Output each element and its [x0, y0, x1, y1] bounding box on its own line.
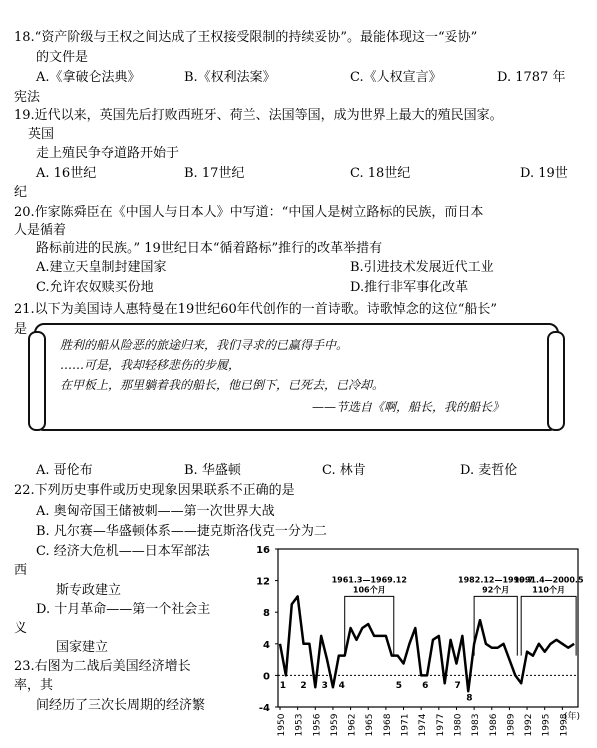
boom-period-label: 1961.3—1969.12 [331, 575, 407, 585]
q21-option-a[interactable]: A. 哥伦布 [36, 463, 93, 478]
q20-stem-line3: 路标前进的民族。” 19世纪日本“循着路标”推行的改革举措有 [36, 241, 383, 256]
poem-line-1: 胜利的船从险恶的旅途归来，我们寻求的已赢得手中。 [60, 338, 349, 352]
x-tick-label: 1974 [418, 713, 429, 737]
growth-rate-line [280, 596, 574, 691]
q22-option-c-cont2: 斯专政建立 [56, 583, 122, 598]
x-tick-label: 1968 [382, 713, 393, 737]
y-tick-label: 8 [263, 608, 270, 620]
y-tick-label: 0 [263, 671, 270, 683]
x-tick-label: 1995 [541, 713, 552, 737]
q18-stem-line1: 18.“资产阶级与王权之间达成了王权接受限制的持续妥协”。最能体现这一“妥协” [14, 30, 478, 45]
y-tick-label: 4 [263, 639, 270, 651]
q18-option-b[interactable]: B.《权利法案》 [184, 70, 276, 85]
q19-option-b[interactable]: B. 17世纪 [184, 166, 245, 181]
q20-option-b[interactable]: B.引进技术发展近代工业 [350, 260, 494, 275]
q21-stem-line1: 21.以下为美国诗人惠特曼在19世纪60年代创作的一首诗歌。诗歌悼念的这位“船长” [14, 302, 498, 317]
boom-period-label: 1982.12—1990.7 [458, 575, 534, 585]
q20-option-a[interactable]: A.建立天皇制封建国家 [36, 260, 167, 275]
x-tick-label: 1989 [506, 713, 517, 737]
poem-source: ——节选自《啊，船长，我的船长》 [312, 400, 505, 414]
q21-option-d[interactable]: D. 麦哲伦 [460, 463, 518, 478]
poem-line-3: 在甲板上，那里躺着我的船长，他已倒下，已死去，已冷却。 [60, 378, 385, 392]
q22-option-a[interactable]: A. 奥匈帝国王储被刺——第一次世界大战 [36, 504, 275, 519]
q19-option-c[interactable]: C. 18世纪 [350, 166, 411, 181]
x-tick-label: 1950 [277, 713, 287, 737]
y-tick-label: 16 [256, 545, 270, 556]
q20-stem-line1: 20.作家陈舜臣在《中国人与日本人》中写道：“中国人是树立路标的民族，而日本 [14, 205, 484, 220]
q20-option-c[interactable]: C.允许农奴赎买份地 [36, 280, 154, 295]
poem-line-2: ……可是，我却轻移悲伤的步履， [60, 358, 241, 372]
x-tick-label: 1986 [488, 713, 499, 737]
q19-option-d[interactable]: D. 19世 [520, 166, 568, 181]
q18-option-c[interactable]: C.《人权宣言》 [350, 70, 442, 85]
q22-option-d[interactable]: D. 十月革命——第一个社会主 [36, 602, 211, 617]
x-tick-label: 1992 [524, 713, 535, 737]
recession-marker: 2 [300, 681, 307, 692]
q23-stem-line3: 间经历了三次长周期的经济繁 [36, 698, 206, 713]
q19-option-a[interactable]: A. 16世纪 [36, 166, 97, 181]
boom-period-label: 1991.4—2000.5 [513, 575, 584, 585]
q18-option-d-cont: 宪法 [14, 90, 41, 105]
x-tick-label: 1998 [559, 713, 570, 737]
q21-option-b[interactable]: B. 华盛顿 [184, 463, 241, 478]
y-tick-label: -4 [258, 703, 270, 714]
recession-marker: 7 [454, 681, 461, 692]
x-tick-label: 1962 [347, 713, 358, 737]
q22-option-c-cont1: 西 [14, 563, 28, 578]
x-tick-label: 1977 [435, 713, 446, 737]
boom-duration-label: 92个月 [482, 585, 510, 595]
recession-marker: 4 [338, 681, 345, 692]
q19-stem-line3: 走上殖民争夺道路开始于 [36, 146, 180, 161]
q22-option-d-cont2: 国家建立 [56, 640, 109, 655]
boom-duration-label: 106个月 [352, 585, 386, 595]
q18-stem-line2: 的文件是 [36, 50, 89, 65]
q22-option-b[interactable]: B. 凡尔赛—华盛顿体系——捷克斯洛伐克一分为二 [36, 524, 327, 539]
q19-option-d-cont: 纪 [14, 185, 28, 200]
recession-marker: 3 [321, 681, 328, 692]
x-tick-label: 1971 [400, 713, 411, 737]
q23-stem-line2: 率，其 [14, 678, 54, 693]
x-unit-label: (年) [563, 712, 580, 722]
q22-stem: 22.下列历史事件或历史现象因果联系不正确的是 [14, 483, 295, 498]
x-tick-label: 1965 [365, 713, 376, 737]
us-growth-rate-chart [250, 541, 590, 741]
q21-stem-line2: 是 [14, 322, 28, 337]
q20-stem-line2: 人是循着 [14, 223, 67, 238]
q22-option-c[interactable]: C. 经济大危机——日本军部法 [36, 544, 210, 559]
recession-marker: 5 [395, 681, 402, 692]
recession-marker: 6 [422, 681, 429, 692]
x-tick-label: 1959 [329, 713, 340, 737]
q22-option-d-cont1: 义 [14, 621, 28, 636]
recession-marker: 1 [279, 681, 287, 692]
x-tick-label: 1953 [294, 713, 305, 737]
y-tick-label: 12 [256, 576, 270, 588]
x-tick-label: 1980 [453, 713, 464, 737]
q18-option-d[interactable]: D. 1787 年 [497, 70, 566, 85]
q20-option-d[interactable]: D.推行非军事化改革 [350, 280, 469, 295]
recession-marker: 8 [466, 693, 473, 704]
q23-stem-line1: 23.右图为二战后美国经济增长 [14, 659, 191, 674]
x-tick-label: 1983 [471, 713, 482, 737]
q21-option-c[interactable]: C. 林肯 [322, 463, 366, 478]
q19-stem-line2: 英国 [28, 127, 55, 142]
x-tick-label: 1956 [312, 713, 323, 737]
boom-duration-label: 110个月 [532, 585, 565, 595]
q19-stem-line1: 19.近代以来，英国先后打败西班牙、荷兰、法国等国，成为世界上最大的殖民国家。 [14, 108, 503, 123]
q18-option-a[interactable]: A.《拿破仑法典》 [36, 70, 141, 85]
